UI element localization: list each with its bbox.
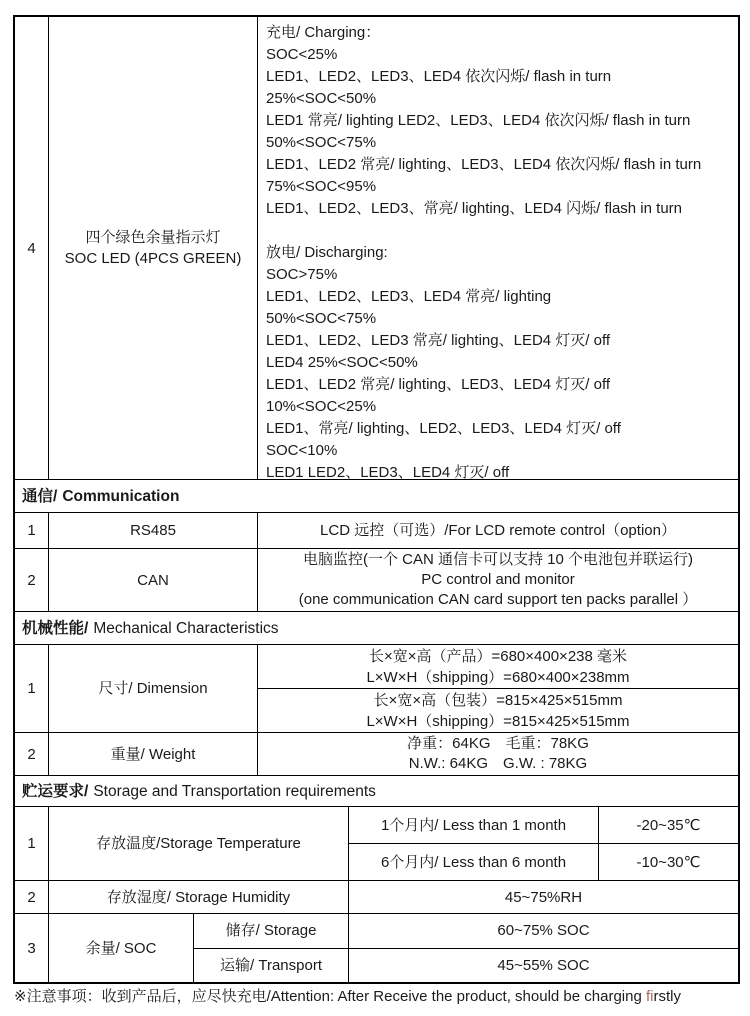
weight-row-number: 2 <box>15 733 49 775</box>
mechanical-header-en: Mechanical Characteristics <box>93 619 279 637</box>
weight-label: 重量/ Weight <box>49 733 258 775</box>
dimension-product-lines: 长×宽×高（产品）=680×400×238 毫米 L×W×H（shipping）=680×400×238mm <box>366 647 630 686</box>
soc-led-label-zh: 四个绿色余量指示灯 <box>85 229 221 246</box>
attention-note-text: ※注意事项：收到产品后，应尽快充电/Attention: After Receive the product, should be charging <box>14 988 646 1005</box>
attention-note-suffix: rstly <box>653 988 681 1005</box>
soc-value-transport: 45~55% SOC <box>497 956 590 974</box>
soc-row-number: 3 <box>15 914 49 982</box>
storage-header-en: Storage and Transportation requirements <box>93 782 376 800</box>
soc-led-label-cell <box>49 17 258 479</box>
soc-label: 余量/ SOC <box>49 914 194 982</box>
row-soc <box>15 914 738 982</box>
storage-header-zh: 贮运要求/ <box>22 782 89 800</box>
soc-values <box>194 914 738 982</box>
attention-note <box>14 985 744 1006</box>
row-storage-temperature <box>15 807 738 881</box>
can-value-lines: 电脑监控(一个 CAN 通信卡可以支持 10 个电池包并联运行) PC control and monitor (one communication CAN card support ten packs parallel ） <box>298 551 698 608</box>
soc-mode-storage: 储存/ Storage <box>194 914 349 948</box>
temperature-period-1: 1个月内/ Less than 1 month <box>349 807 599 843</box>
soc-led-state-list: 充电/ Charging： SOC<25% LED1、LED2、LED3、LED4 依次闪烁/ flash in turn 25%<SOC<50% LED1 常亮/ lighting LED2、LED3、LED4 依次闪烁/ flash in turn 50%<SOC<75% LED1、LED2 常亮/ lighting、LED3、LED4 依次闪烁/ flash in turn 75%<SOC<95% LED1、LED2、LED3、常亮/ lighting、LED4 闪烁/ flash in turn 放电/ Discharging: SOC>75% LED1、LED2、LED3、LED4 常亮/ lighting 50%<SOC<75% LED1、LED2、LED3 常亮/ lighting、LED4 灯灭/ off LED4 25%<SOC<50% LED1、LED2 常亮/ lighting、LED3、LED4 灯灭/ off 10%<SOC<25% LED1、常亮/ lighting、LED2、LED3、LED4 灯灭/ off SOC<10% LED1 LED2、LED3、LED4 灯灭/ off <box>266 24 702 481</box>
temperature-value-2: -10~30℃ <box>636 853 701 871</box>
soc-led-row-number: 4 <box>15 17 49 479</box>
row-soc-led <box>15 17 738 480</box>
row-storage-humidity <box>15 881 738 914</box>
communication-header <box>15 480 738 512</box>
humidity-label: 存放湿度/ Storage Humidity <box>49 881 349 913</box>
temperature-period-2: 6个月内/ Less than 6 month <box>349 844 599 880</box>
mechanical-header <box>15 612 738 644</box>
spec-table <box>13 15 740 984</box>
section-header-communication <box>15 480 738 513</box>
row-rs485 <box>15 513 738 549</box>
section-header-mechanical <box>15 612 738 645</box>
temperature-row-number: 1 <box>15 807 49 880</box>
dimension-package-lines: 长×宽×高（包装）=815×425×515mm L×W×H（shipping）=815×425×515mm <box>366 691 630 730</box>
storage-header <box>15 776 738 806</box>
dimension-row-number: 1 <box>15 645 49 732</box>
rs485-row-number: 1 <box>15 513 49 548</box>
humidity-value: 45~75%RH <box>504 888 583 906</box>
communication-header-en: Communication <box>62 487 180 505</box>
weight-value-lines: 净重：64KG 毛重：78KG N.W.: 64KG G.W. : 78KG <box>407 735 589 772</box>
soc-mode-transport: 运输/ Transport <box>194 949 349 983</box>
temperature-label: 存放温度/Storage Temperature <box>49 807 349 880</box>
soc-led-label-en: SOC LED (4PCS GREEN) <box>64 250 242 267</box>
soc-value-storage: 60~75% SOC <box>497 922 590 940</box>
rs485-label: RS485 <box>49 513 258 548</box>
rs485-value: LCD 远控（可选）/For LCD remote control（option） <box>320 522 676 539</box>
dimension-label: 尺寸/ Dimension <box>49 645 258 732</box>
dimension-values <box>258 645 738 732</box>
can-row-number: 2 <box>15 549 49 611</box>
humidity-row-number: 2 <box>15 881 49 913</box>
can-label: CAN <box>49 549 258 611</box>
row-can <box>15 549 738 612</box>
section-header-storage <box>15 776 738 807</box>
attention-note-fi-ligature: fi <box>645 988 654 1005</box>
temperature-value-1: -20~35℃ <box>636 816 701 834</box>
communication-header-zh: 通信/ <box>22 487 58 505</box>
mechanical-header-zh: 机械性能/ <box>22 619 89 637</box>
temperature-values <box>349 807 738 880</box>
row-weight <box>15 733 738 776</box>
row-dimension <box>15 645 738 733</box>
